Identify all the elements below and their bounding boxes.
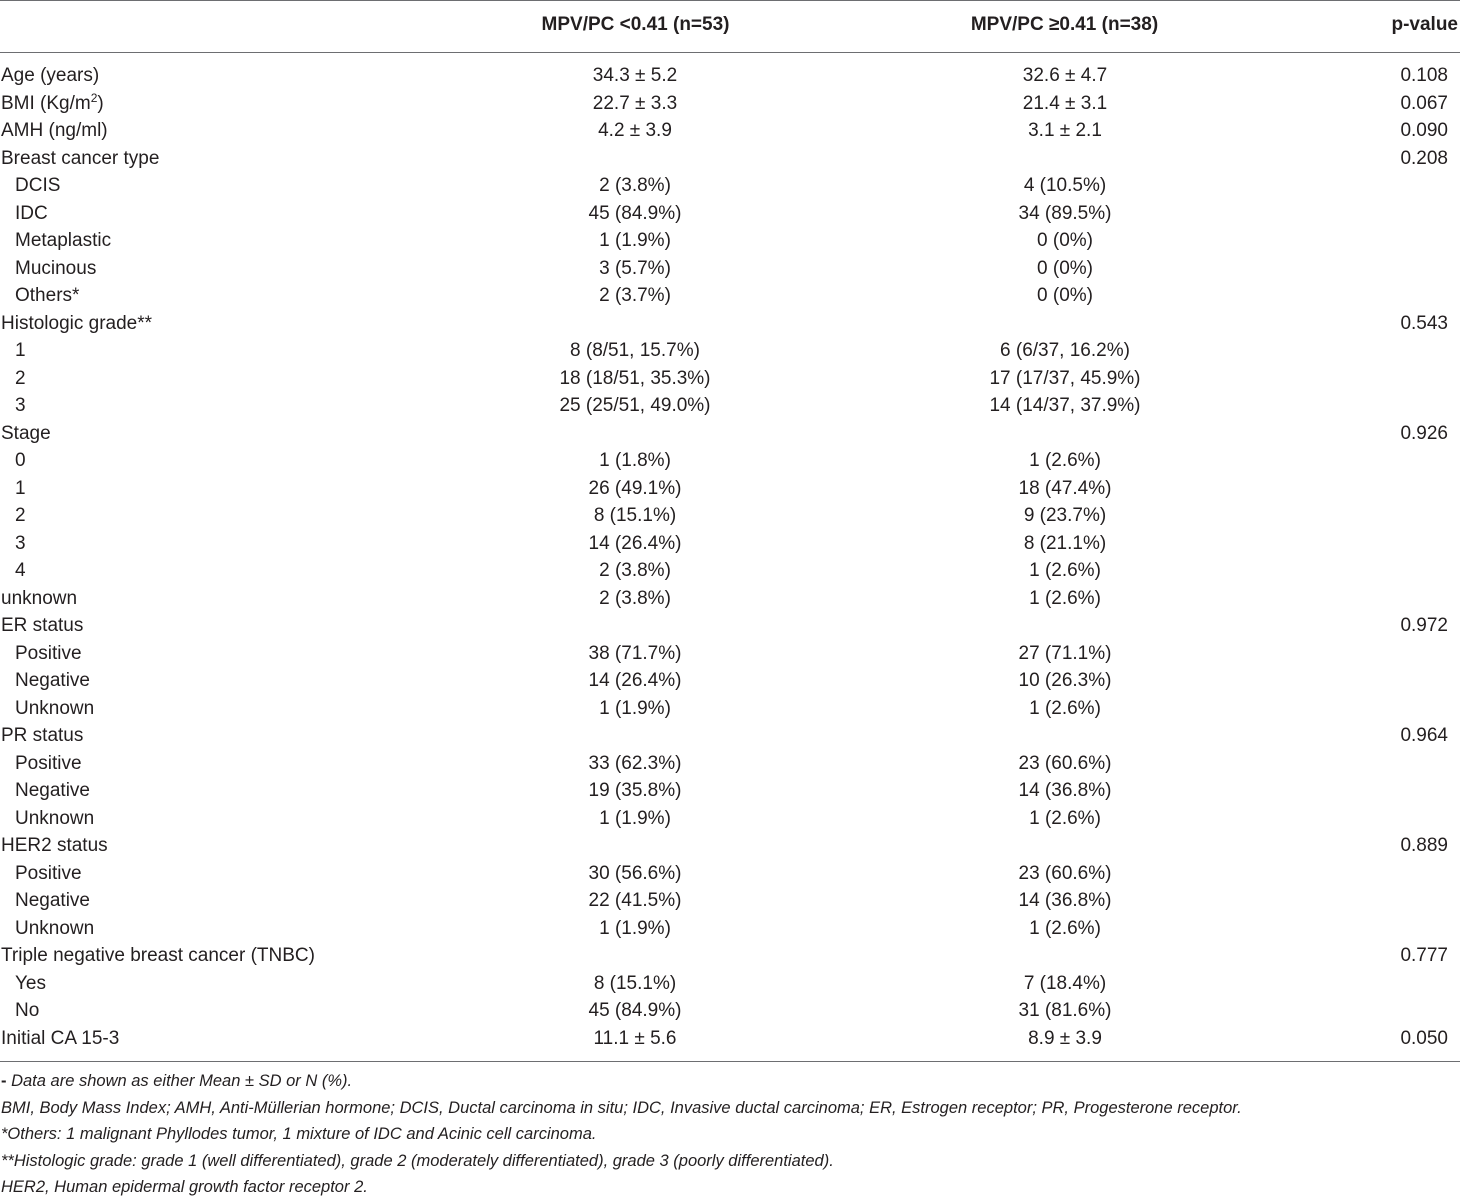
row-label: Negative — [15, 670, 90, 691]
cell-pvalue: 0.090 — [1400, 120, 1448, 141]
table-row — [0, 1025, 1460, 1053]
table-row — [0, 447, 1460, 475]
table-row — [0, 475, 1460, 503]
row-label: Negative — [15, 780, 90, 801]
cell-pvalue: 0.208 — [1400, 147, 1448, 169]
header-pvalue: p-value — [1391, 14, 1458, 35]
cell-mpv-pc-high: 17 (17/37, 45.9%) — [989, 367, 1141, 389]
cell-mpv-pc-high: 27 (71.1%) — [1018, 642, 1112, 664]
cell-mpv-pc-high: 23 (60.6%) — [1018, 862, 1112, 884]
table-row — [0, 62, 1460, 90]
row-label: 3 — [15, 532, 26, 554]
table-row — [0, 227, 1460, 255]
row-label-superscript: 2 — [90, 90, 98, 105]
row-label: 3 — [15, 395, 26, 416]
cell-mpv-pc-low: 18 (18/51, 35.3%) — [559, 367, 711, 389]
row-label: Positive — [15, 642, 82, 664]
row-label: Histologic grade** — [1, 312, 153, 334]
cell-mpv-pc-high: 14 (14/37, 37.9%) — [989, 395, 1141, 416]
row-label: ER status — [1, 615, 84, 636]
table-row — [0, 805, 1460, 833]
cell-pvalue: 0.926 — [1400, 422, 1448, 444]
table-row — [0, 970, 1460, 998]
footnote-data-format — [1, 1068, 1451, 1095]
table-header — [0, 0, 1460, 52]
cell-mpv-pc-high: 1 (2.6%) — [1029, 587, 1101, 609]
cell-mpv-pc-low: 30 (56.6%) — [588, 862, 682, 884]
table-row — [0, 90, 1460, 118]
cell-mpv-pc-high: 1 (2.6%) — [1029, 807, 1101, 829]
cell-mpv-pc-high: 0 (0%) — [1037, 230, 1093, 251]
footnote-text: Data are shown as either Mean ± SD or N (%). — [11, 1072, 353, 1090]
table-row — [0, 420, 1460, 448]
cell-mpv-pc-high: 23 (60.6%) — [1018, 752, 1112, 774]
row-label: PR status — [1, 725, 84, 746]
cell-mpv-pc-low: 19 (35.8%) — [588, 780, 682, 801]
cell-mpv-pc-high: 1 (2.6%) — [1029, 560, 1101, 581]
row-label: AMH (ng/ml) — [1, 120, 108, 141]
cell-mpv-pc-high: 9 (23.7%) — [1023, 505, 1107, 526]
footnote-abbreviations: BMI, Body Mass Index; AMH, Anti-Müllerian hormone; DCIS, Ductal carcinoma in situ; IDC, Invasive ductal carcinoma; ER, Estrogen receptor; PR, Progesterone receptor. — [1, 1098, 1242, 1117]
row-label: Others* — [15, 285, 80, 306]
table-row — [0, 282, 1460, 310]
row-label: unknown — [1, 587, 78, 609]
cell-mpv-pc-low: 22 (41.5%) — [588, 890, 682, 911]
table-row — [0, 172, 1460, 200]
cell-mpv-pc-low: 14 (26.4%) — [588, 532, 682, 554]
cell-mpv-pc-high: 21.4 ± 3.1 — [1022, 92, 1108, 114]
cell-pvalue: 0.889 — [1400, 835, 1448, 856]
table-row — [0, 255, 1460, 283]
cell-mpv-pc-high: 1 (2.6%) — [1029, 917, 1101, 939]
table-row — [0, 365, 1460, 393]
cell-mpv-pc-low: 34.3 ± 5.2 — [592, 65, 678, 86]
table-row — [0, 722, 1460, 750]
cell-pvalue: 0.972 — [1400, 615, 1448, 636]
cell-mpv-pc-low: 25 (25/51, 49.0%) — [559, 395, 711, 416]
cell-mpv-pc-low: 8 (15.1%) — [593, 505, 677, 526]
cell-mpv-pc-high: 1 (2.6%) — [1029, 450, 1101, 471]
table-row — [0, 942, 1460, 970]
table-bottom-rule — [0, 1061, 1460, 1062]
cell-mpv-pc-high: 31 (81.6%) — [1018, 1000, 1112, 1021]
cell-pvalue: 0.050 — [1400, 1027, 1448, 1049]
header-group-high: MPV/PC ≥0.41 (n=38) — [970, 14, 1159, 35]
table-row — [0, 530, 1460, 558]
table-row — [0, 145, 1460, 173]
cell-mpv-pc-low: 33 (62.3%) — [588, 752, 682, 774]
cell-mpv-pc-high: 1 (2.6%) — [1029, 697, 1101, 719]
table-row — [0, 667, 1460, 695]
cell-mpv-pc-low: 2 (3.8%) — [599, 175, 671, 196]
cell-mpv-pc-high: 6 (6/37, 16.2%) — [1000, 340, 1130, 361]
table-row — [0, 695, 1460, 723]
table-body — [0, 62, 1460, 1052]
cell-mpv-pc-low: 11.1 ± 5.6 — [593, 1027, 677, 1049]
row-label: Unknown — [15, 807, 95, 829]
cell-mpv-pc-high: 7 (18.4%) — [1023, 972, 1107, 994]
row-label-text: BMI (Kg/m — [1, 92, 91, 114]
row-label: Negative — [15, 890, 90, 911]
cell-mpv-pc-high: 34 (89.5%) — [1018, 202, 1112, 224]
table-row — [0, 557, 1460, 585]
cell-mpv-pc-low: 1 (1.9%) — [599, 807, 671, 829]
table-row — [0, 612, 1460, 640]
row-label: Yes — [15, 972, 46, 994]
table-row — [0, 777, 1460, 805]
cell-mpv-pc-high: 32.6 ± 4.7 — [1022, 65, 1108, 86]
table-row — [0, 337, 1460, 365]
row-label: Positive — [15, 752, 82, 774]
row-label: Unknown — [15, 697, 95, 719]
cell-mpv-pc-low: 2 (3.8%) — [599, 587, 671, 609]
row-label: Mucinous — [15, 257, 97, 279]
footnote-histologic-grade: **Histologic grade: grade 1 (well differentiated), grade 2 (moderately differentiated), grade 3 (poorly differentiated). — [1, 1151, 834, 1170]
cell-mpv-pc-high: 10 (26.3%) — [1018, 670, 1112, 691]
table-row — [0, 640, 1460, 668]
table-footnotes — [1, 1068, 1451, 1201]
cell-mpv-pc-high: 0 (0%) — [1037, 285, 1093, 306]
row-label: 1 — [15, 477, 26, 499]
cell-pvalue: 0.777 — [1400, 945, 1448, 966]
row-label: Initial CA 15-3 — [1, 1027, 120, 1049]
table-row — [0, 887, 1460, 915]
table-header-rule — [0, 52, 1460, 53]
cell-mpv-pc-high: 4 (10.5%) — [1023, 175, 1107, 196]
table-row — [0, 310, 1460, 338]
cell-mpv-pc-high: 8.9 ± 3.9 — [1028, 1027, 1102, 1049]
cell-mpv-pc-low: 22.7 ± 3.3 — [592, 92, 678, 114]
cell-mpv-pc-low: 1 (1.9%) — [599, 917, 671, 939]
header-group-low: MPV/PC <0.41 (n=53) — [541, 14, 730, 35]
cell-mpv-pc-low: 3 (5.7%) — [599, 257, 671, 279]
cell-mpv-pc-low: 4.2 ± 3.9 — [598, 120, 672, 141]
cell-mpv-pc-low: 8 (8/51, 15.7%) — [570, 340, 700, 361]
cell-mpv-pc-high: 3.1 ± 2.1 — [1028, 120, 1102, 141]
cell-mpv-pc-low: 38 (71.7%) — [588, 642, 682, 664]
cell-mpv-pc-low: 26 (49.1%) — [588, 477, 682, 499]
row-label: Age (years) — [1, 65, 100, 86]
table-row — [0, 997, 1460, 1025]
cell-mpv-pc-high: 18 (47.4%) — [1018, 477, 1112, 499]
cell-pvalue: 0.108 — [1400, 65, 1448, 86]
row-label: 1 — [15, 340, 26, 361]
table-row — [0, 392, 1460, 420]
footnote-others: *Others: 1 malignant Phyllodes tumor, 1 mixture of IDC and Acinic cell carcinoma. — [1, 1125, 597, 1143]
row-label: Stage — [1, 422, 51, 444]
table-row — [0, 200, 1460, 228]
row-label: Positive — [15, 862, 82, 884]
footnote-dash: - — [1, 1072, 7, 1090]
row-label: 2 — [15, 367, 26, 389]
row-label: Metaplastic — [15, 230, 112, 251]
cell-mpv-pc-low: 8 (15.1%) — [593, 972, 677, 994]
row-label: Breast cancer type — [1, 147, 160, 169]
cell-mpv-pc-low: 1 (1.9%) — [599, 697, 671, 719]
row-label: 0 — [15, 450, 26, 471]
row-label: No — [15, 1000, 40, 1021]
cell-pvalue: 0.067 — [1400, 92, 1448, 114]
cell-mpv-pc-low: 45 (84.9%) — [588, 202, 682, 224]
table-row — [0, 832, 1460, 860]
row-label: Triple negative breast cancer (TNBC) — [1, 945, 315, 966]
cell-mpv-pc-high: 8 (21.1%) — [1023, 532, 1107, 554]
cell-mpv-pc-low: 2 (3.8%) — [599, 560, 671, 581]
cell-mpv-pc-high: 14 (36.8%) — [1018, 780, 1112, 801]
table-row — [0, 915, 1460, 943]
table-row — [0, 750, 1460, 778]
cell-mpv-pc-low: 45 (84.9%) — [588, 1000, 682, 1021]
row-label: DCIS — [15, 175, 61, 196]
cell-mpv-pc-low: 2 (3.7%) — [599, 285, 671, 306]
footnote-her2: HER2, Human epidermal growth factor receptor 2. — [1, 1178, 368, 1196]
row-label — [1, 90, 104, 118]
table-row — [0, 117, 1460, 145]
cell-mpv-pc-low: 1 (1.8%) — [599, 450, 671, 471]
table-row — [0, 860, 1460, 888]
cell-pvalue: 0.964 — [1400, 725, 1448, 746]
row-label-suffix: ) — [97, 92, 104, 114]
cell-mpv-pc-low: 1 (1.9%) — [599, 230, 671, 251]
cell-pvalue: 0.543 — [1400, 312, 1448, 334]
table-row — [0, 585, 1460, 613]
cell-mpv-pc-high: 0 (0%) — [1037, 257, 1093, 279]
row-label: 2 — [15, 505, 26, 526]
table-row — [0, 502, 1460, 530]
row-label: IDC — [15, 202, 48, 224]
cell-mpv-pc-low: 14 (26.4%) — [588, 670, 682, 691]
row-label: Unknown — [15, 917, 95, 939]
row-label: HER2 status — [1, 835, 108, 856]
cell-mpv-pc-high: 14 (36.8%) — [1018, 890, 1112, 911]
row-label: 4 — [15, 560, 26, 581]
